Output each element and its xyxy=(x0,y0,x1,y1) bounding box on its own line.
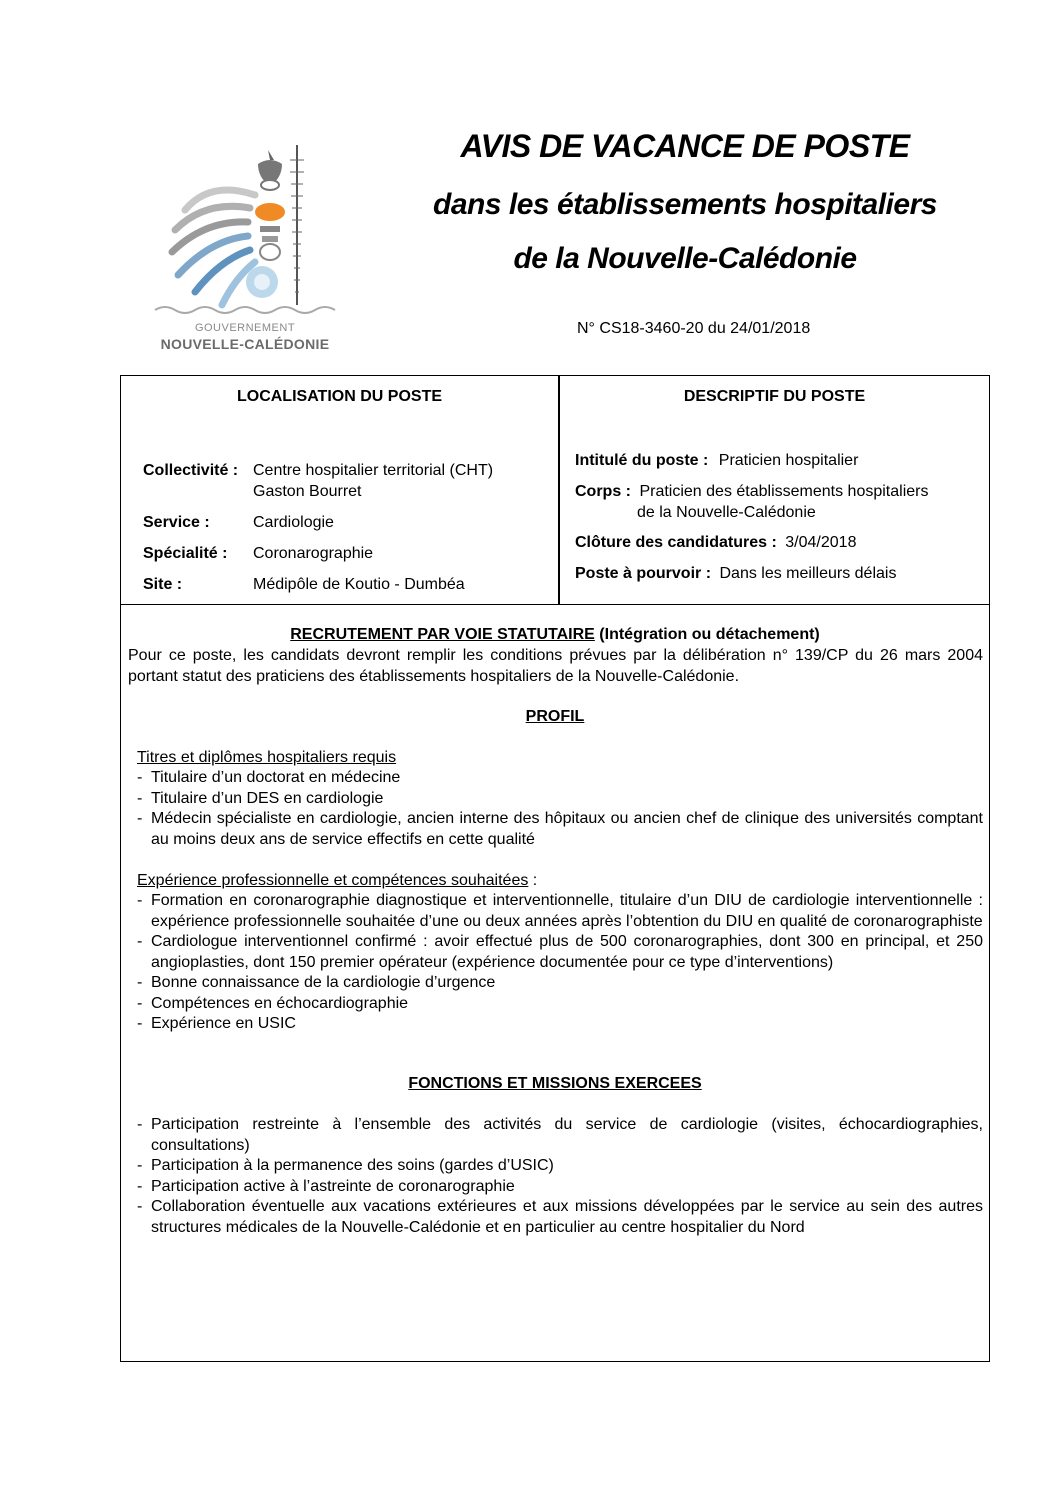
experience-list xyxy=(137,891,983,1035)
list-item: - Cardiologue interventionnel confirmé : avoir effectué plus de 500 coronarographies, dont 300 en principal, et 250 angioplasties, dont 150 premier opérateur (expérience documentée pour ce type d’interventions) xyxy=(137,932,983,973)
poste-value: Dans les meilleurs délais xyxy=(719,565,897,582)
page-subtitle-2: de la Nouvelle-Calédonie xyxy=(513,242,857,275)
list-item: - Médecin spécialiste en cardiologie, ancien interne des hôpitaux ou ancien chef de clinique des universités comptant au moins deux ans de service effectifs en cette qualité xyxy=(137,809,983,850)
cloture-value: 3/04/2018 xyxy=(785,534,857,551)
list-item: - Participation active à l’astreinte de coronarographie xyxy=(137,1177,983,1198)
profil-heading xyxy=(121,707,989,728)
site-label: Site : xyxy=(143,576,183,593)
poste-label: Poste à pourvoir : xyxy=(575,565,712,582)
titres-heading: Titres et diplômes hospitaliers requis xyxy=(137,749,397,766)
list-item: - Titulaire d’un DES en cardiologie xyxy=(137,789,983,810)
localisation-heading: LOCALISATION DU POSTE xyxy=(236,388,443,405)
list-item: - Expérience en USIC xyxy=(137,1014,983,1035)
fonctions-list xyxy=(137,1115,983,1238)
recrutement-text: Pour ce poste, les candidats devront remplir les conditions prévues par la délibération n° 139/CP du 26 mars 2004 portant statut des praticiens des établissements hospitaliers de la Nouvelle-Calédonie. xyxy=(128,647,983,685)
list-item: - Formation en coronarographie diagnostique et interventionnelle, titulaire d’un DIU de cardiologie interventionnelle : expérience professionnelle souhaitée d’une ou deux années après l’obtention du DIU en qualité de coronarographiste xyxy=(137,891,983,932)
collectivite-value: Centre hospitalier territorial (CHT) xyxy=(253,462,494,479)
cloture-label: Clôture des candidatures : xyxy=(575,534,777,551)
page-subtitle-1: dans les établissements hospitaliers xyxy=(433,188,937,221)
experience-heading-text: Expérience professionnelle et compétences souhaitées xyxy=(137,872,529,889)
specialite-label: Spécialité : xyxy=(143,545,228,562)
intitule-value: Praticien hospitalier xyxy=(718,452,859,469)
list-item: - Compétences en échocardiographie xyxy=(137,994,983,1015)
service-value: Cardiologie xyxy=(253,514,334,531)
list-item: - Bonne connaissance de la cardiologie d’urgence xyxy=(137,973,983,994)
corps-value-line2: de la Nouvelle-Calédonie xyxy=(637,504,816,521)
corps-label: Corps : xyxy=(575,483,631,500)
column-divider xyxy=(558,376,560,604)
descriptif-heading: DESCRIPTIF DU POSTE xyxy=(683,388,866,405)
specialite-value: Coronarographie xyxy=(253,545,374,562)
titres-list xyxy=(137,768,983,850)
fonctions-heading xyxy=(121,1074,989,1095)
list-item: - Participation à la permanence des soins (gardes d’USIC) xyxy=(137,1156,983,1177)
list-item: - Titulaire d’un doctorat en médecine xyxy=(137,768,983,789)
profil-heading-text: PROFIL xyxy=(525,708,585,725)
service-label: Service : xyxy=(143,514,210,531)
experience-heading xyxy=(137,871,537,892)
government-logo xyxy=(150,140,340,355)
experience-heading-suffix: : xyxy=(528,872,538,889)
page-title: AVIS DE VACANCE DE POSTE xyxy=(460,128,910,164)
corps-value: Praticien des établissements hospitaliers xyxy=(639,483,929,500)
site-value: Médipôle de Koutio - Dumbéa xyxy=(253,576,465,593)
list-item: - Collaboration éventuelle aux vacations extérieures et aux missions développées par le service au sein des autres structures médicales de la Nouvelle-Calédonie et en particulier au centre hospitalier du Nord xyxy=(137,1197,983,1238)
recrutement-heading-suffix: (Intégration ou détachement) xyxy=(594,626,820,643)
logo-text-gouvernement: GOUVERNEMENT xyxy=(194,322,296,334)
post-summary-section xyxy=(121,376,989,605)
collectivite-value-line2: Gaston Bourret xyxy=(253,483,362,500)
job-posting-frame xyxy=(120,375,990,1362)
list-item: - Participation restreinte à l’ensemble des activités du service de cardiologie (visites, échocardiographies, consultations) xyxy=(137,1115,983,1156)
corps-row xyxy=(575,481,928,502)
nautilus-emblem-icon xyxy=(150,140,340,320)
poste-row xyxy=(575,563,896,584)
reference-number: N° CS18-3460-20 du 24/01/2018 xyxy=(577,320,811,337)
recrutement-heading xyxy=(121,625,989,646)
fonctions-heading-text: FONCTIONS ET MISSIONS EXERCEES xyxy=(408,1075,702,1092)
collectivite-label: Collectivité : xyxy=(143,462,239,479)
intitule-row xyxy=(575,450,858,471)
intitule-label: Intitulé du poste : xyxy=(575,452,709,469)
cloture-row xyxy=(575,532,856,553)
logo-text-nouvelle-caledonie: NOUVELLE-CALÉDONIE xyxy=(160,336,330,352)
recrutement-heading-main: RECRUTEMENT PAR VOIE STATUTAIRE xyxy=(290,626,595,643)
